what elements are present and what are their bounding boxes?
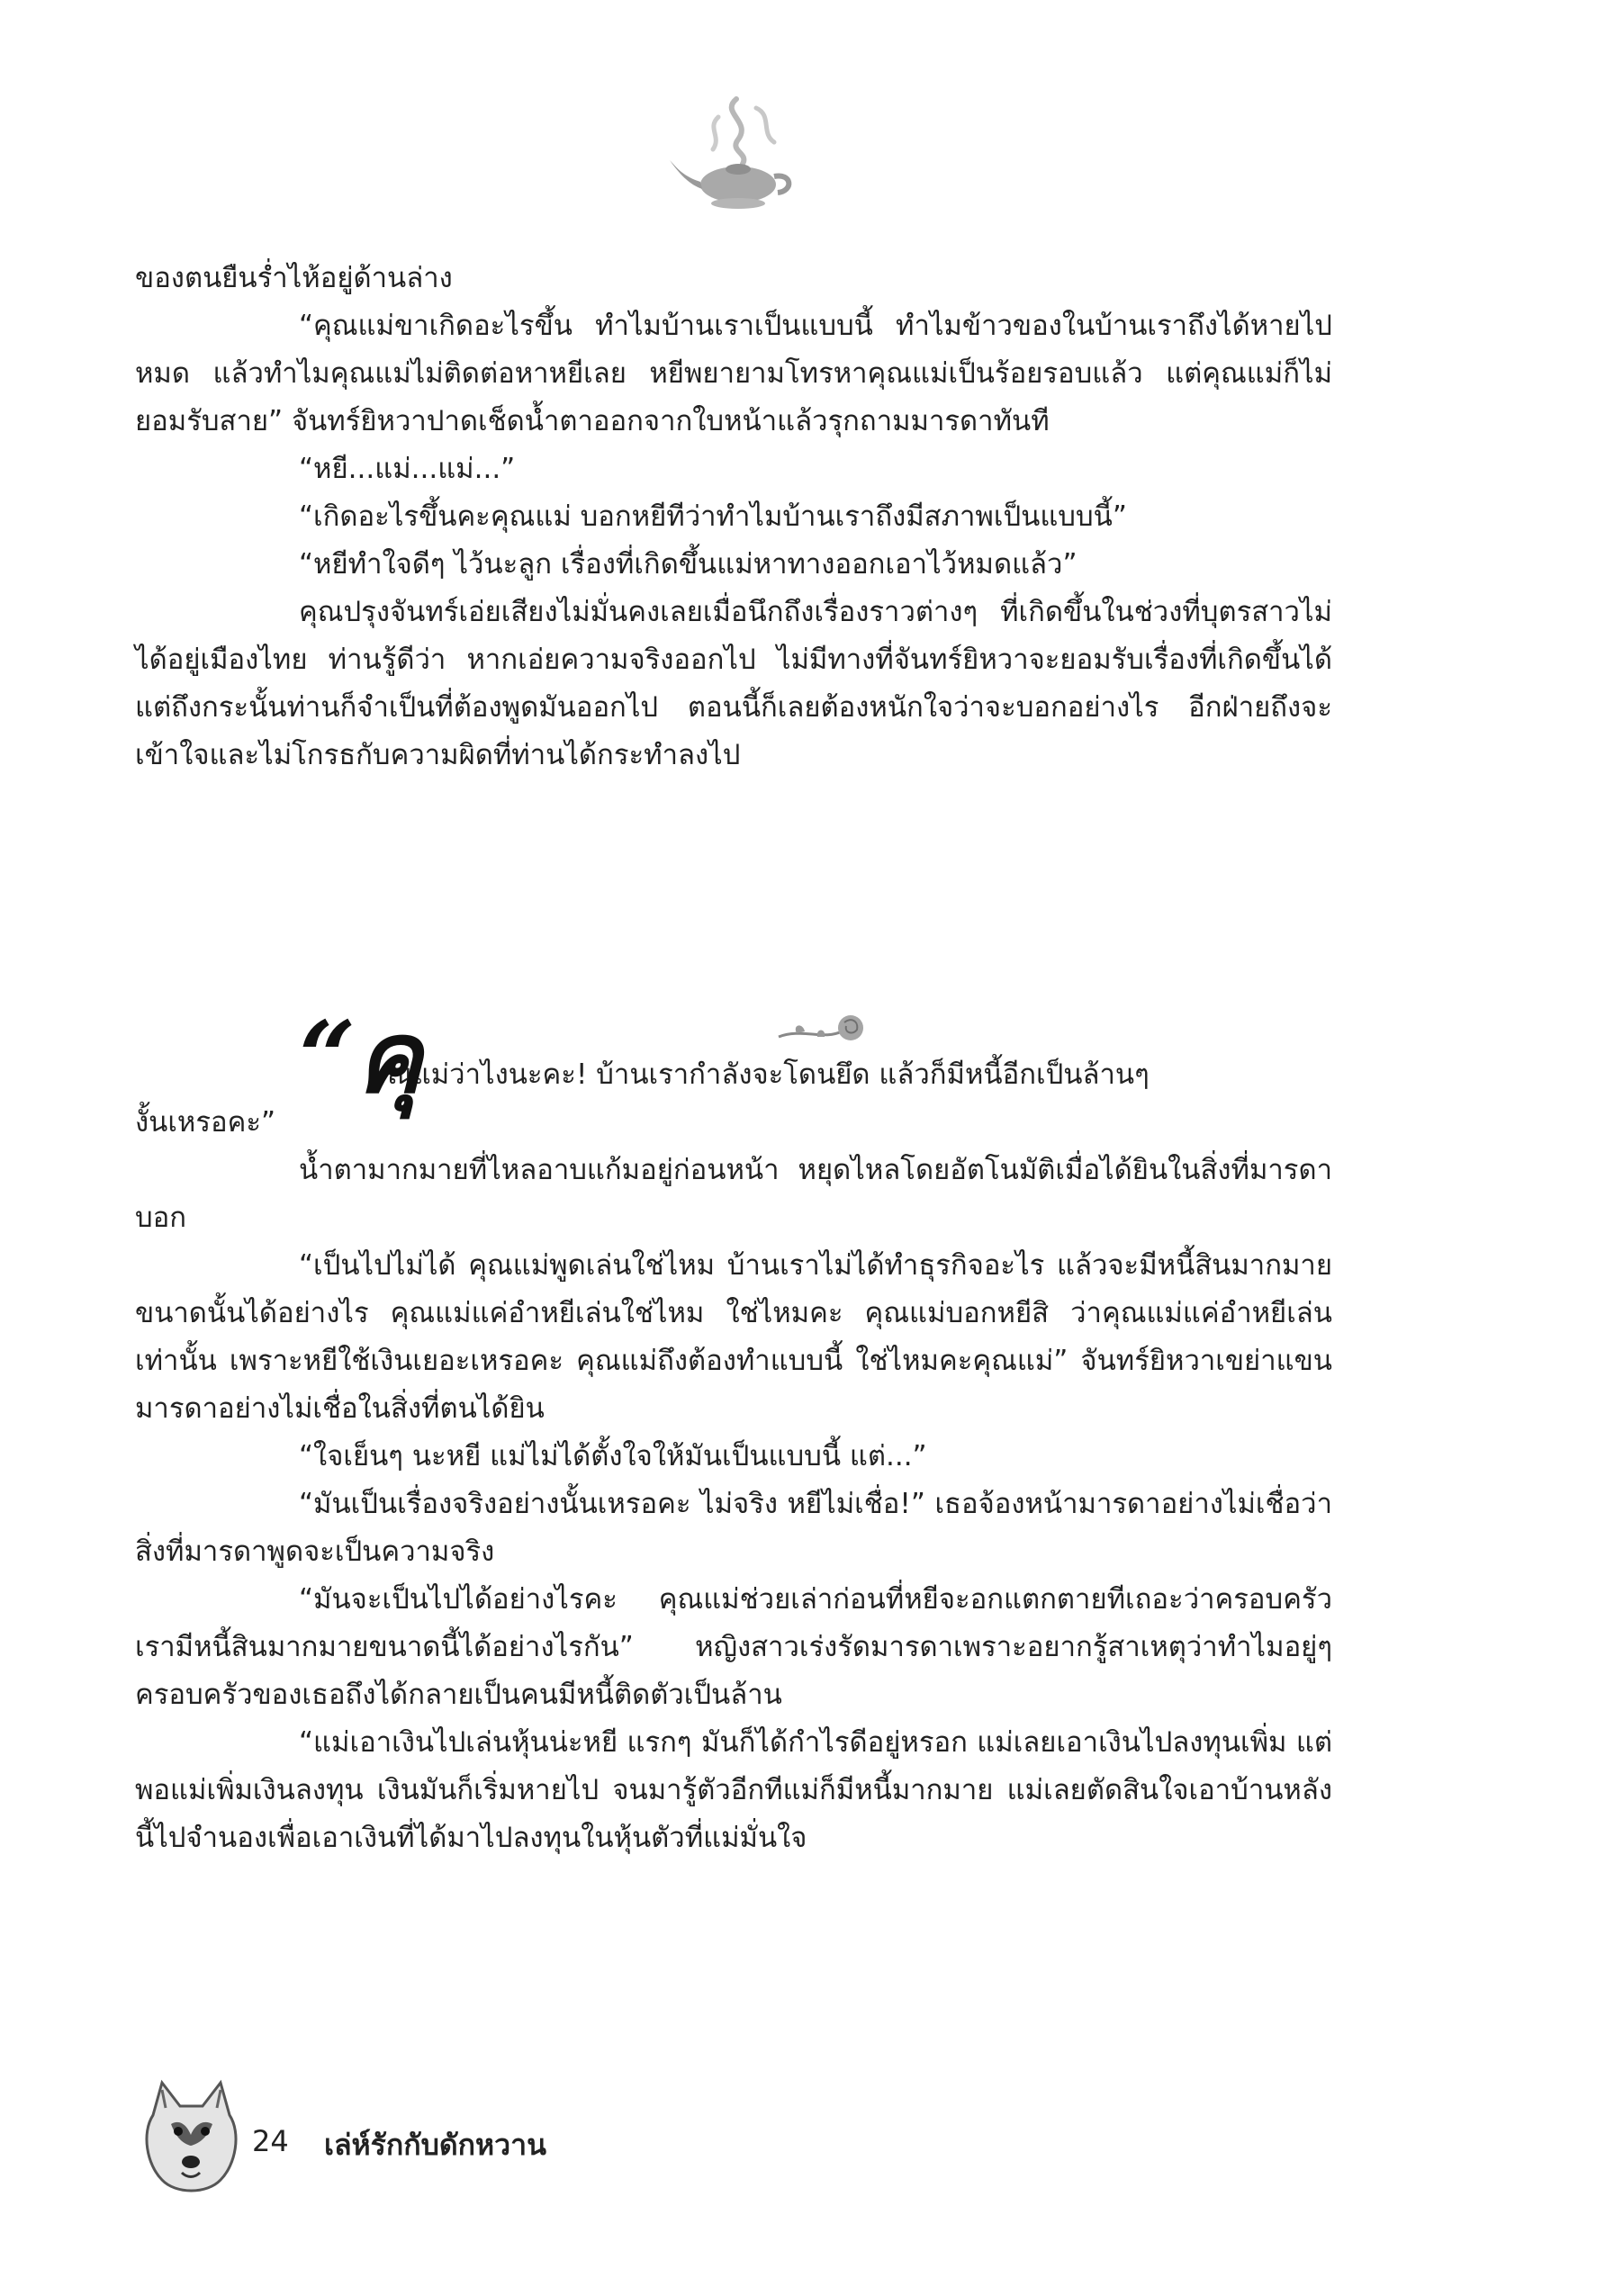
drop-cap: “คุ xyxy=(299,999,422,1115)
paragraph: คุณปรุงจันทร์เอ่ยเสียงไม่มั่นคงเลยเมื่อนึกถึงเรื่องราวต่างๆ ที่เกิดขึ้นในช่วงที่บุตรสาวไม่ได้อยู่เมืองไทย ท่านรู้ดีว่า หากเอ่ยความจริงออกไป ไม่มีทางที่จันทร์ยิหวาจะยอมรับเรื่องที่เกิดขึ้นได้ แต่ถึงกระนั้นท่านก็จำเป็นที่ต้องพูดมันออกไป ตอนนี้ก็เลยต้องหนักใจว่าจะบอกอย่างไร อีกฝ่ายถึงจะเข้าใจและไม่โกรธกับความผิดที่ท่านได้กระทำลงไป xyxy=(135,596,1332,771)
paragraph: “หยี...แม่...แม่...” xyxy=(299,453,516,485)
drop-cap-line: ณแม่ว่าไงนะคะ! บ้านเรากำลังจะโดนยึด แล้วก็มีหนี้อีกเป็นล้านๆ xyxy=(387,1058,1150,1091)
paragraph: “มันจะเป็นไปได้อย่างไรคะ คุณแม่ช่วยเล่าก่อนที่หยีจะอกแตกตายทีเถอะว่าครอบครัวเรามีหนี้สินมากมายขนาดนี้ได้อย่างไรกัน” หญิงสาวเร่งรัดมารดาเพราะอยากรู้สาเหตุว่าทำไมอยู่ๆ ครอบครัวของเธอถึงได้กลายเป็นคนมีหนี้ติดตัวเป็นล้าน xyxy=(135,1583,1332,1711)
drop-cap-line: งั้นเหรอคะ” xyxy=(135,1106,276,1139)
text-block-upper xyxy=(135,255,1332,779)
paragraph: ของตนยืนร่ำไห้อยู่ด้านล่าง xyxy=(135,262,453,294)
paragraph: “เกิดอะไรขึ้นคะคุณแม่ บอกหยีทีว่าทำไมบ้านเราถึงมีสภาพเป็นแบบนี้” xyxy=(299,500,1127,533)
paragraph: “ใจเย็นๆ นะหยี แม่ไม่ได้ตั้งใจให้มันเป็นแบบนี้ แต่...” xyxy=(299,1440,927,1472)
paragraph: “มันเป็นเรื่องจริงอย่างนั้นเหรอคะ ไม่จริง หยีไม่เชื่อ!” เธอจ้องหน้ามารดาอย่างไม่เชื่อว่าสิ่งที่มารดาพูดจะเป็นความจริง xyxy=(135,1488,1332,1568)
rose-divider-icon xyxy=(774,1008,873,1053)
paragraph: น้ำตามากมายที่ไหลอาบแก้มอยู่ก่อนหน้า หยุดไหลโดยอัตโนมัติเมื่อได้ยินในสิ่งที่มารดาบอก xyxy=(135,1154,1332,1234)
drop-cap-paragraph xyxy=(135,999,1332,1147)
page-footer xyxy=(135,2079,675,2205)
paragraph: “คุณแม่ขาเกิดอะไรขึ้น ทำไมบ้านเราเป็นแบบนี้ ทำไมข้าวของในบ้านเราถึงได้หายไปหมด แล้วทำไมคุณแม่ไม่ติดต่อหาหยีเลย หยีพยายามโทรหาคุณแม่เป็นร้อยรอบแล้ว แต่คุณแม่ก็ไม่ยอมรับสาย” จันทร์ยิหวาปาดเช็ดน้ำตาออกจากใบหน้าแล้วรุกถามมารดาทันที xyxy=(135,310,1332,437)
book-title: เล่ห์รักกับดักหวาน xyxy=(324,2128,546,2162)
page-number: 24 xyxy=(252,2124,289,2158)
text-block-lower xyxy=(135,999,1332,1862)
paragraph: “แม่เอาเงินไปเล่นหุ้นน่ะหยี แรกๆ มันก็ได้กำไรดีอยู่หรอก แม่เลยเอาเงินไปลงทุนเพิ่ม แต่พอแม่เพิ่มเงินลงทุน เงินมันก็เริ่มหายไป จนมารู้ตัวอีกทีแม่ก็มีหนี้มากมาย แม่เลยตัดสินใจเอาบ้านหลังนี้ไปจำนองเพื่อเอาเงินที่ได้มาไปลงทุนในหุ้นตัวที่แม่มั่นใจ xyxy=(135,1726,1332,1854)
teapot-ornament-icon xyxy=(666,90,801,216)
paragraph: “เป็นไปไม่ได้ คุณแม่พูดเล่นใช่ไหม บ้านเราไม่ได้ทำธุรกิจอะไร แล้วจะมีหนี้สินมากมายขนาดนั้นได้อย่างไร คุณแม่แค่อำหยีเล่นใช่ไหม ใช่ไหมคะ คุณแม่บอกหยีสิ ว่าคุณแม่แค่อำหยีเล่นเท่านั้น เพราะหยีใช้เงินเยอะเหรอคะ คุณแม่ถึงต้องทำแบบนี้ ใช่ไหมคะคุณแม่” จันทร์ยิหวาเขย่าแขนมารดาอย่างไม่เชื่อในสิ่งที่ตนได้ยิน xyxy=(135,1249,1332,1425)
paragraph: “หยีทำใจดีๆ ไว้นะลูก เรื่องที่เกิดขึ้นแม่หาทางออกเอาไว้หมดแล้ว” xyxy=(299,548,1078,581)
husky-head-icon xyxy=(135,2079,248,2201)
